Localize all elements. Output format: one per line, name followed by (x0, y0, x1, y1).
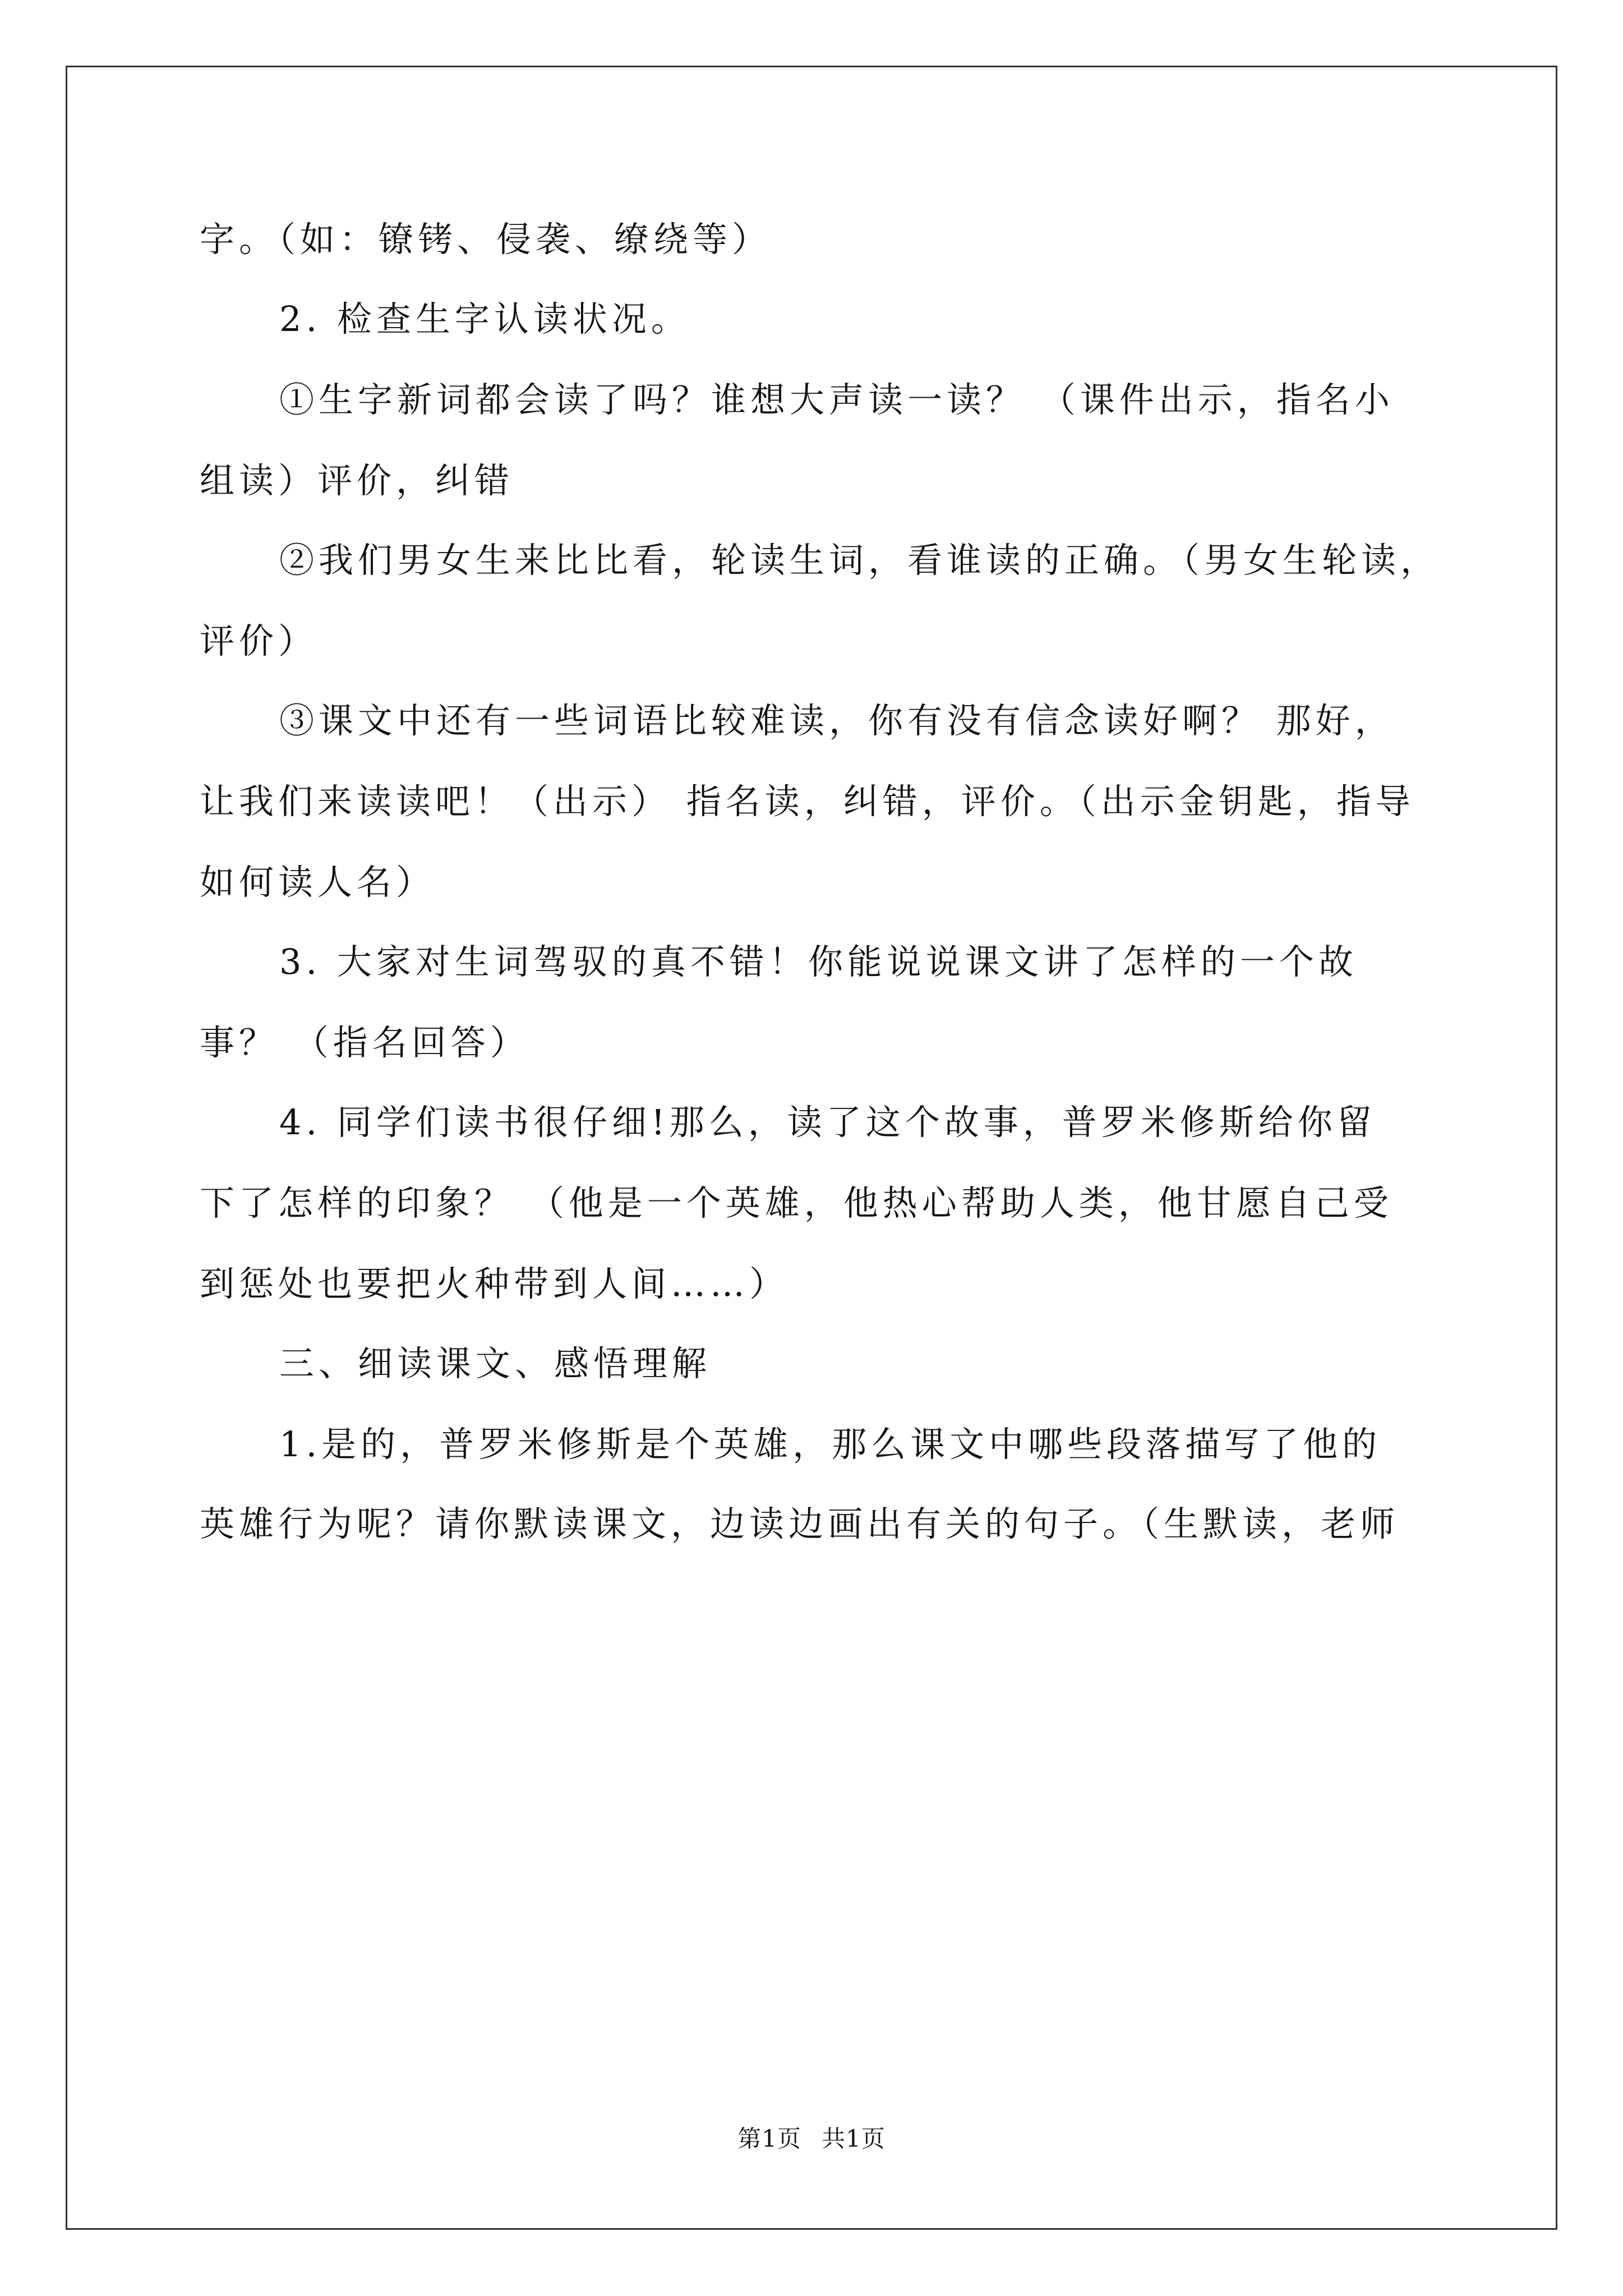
text-line: 到惩处也要把火种带到人间……） (200, 1263, 789, 1304)
text-line: 如何读人名） (200, 862, 436, 903)
page-number: 第1页 (737, 2125, 801, 2152)
text-line: 评价） (200, 620, 318, 661)
text-line: 3. 大家对生词驾驭的真不错！你能说说课文讲了怎样的一个故 (279, 941, 1358, 982)
text-line: 事？ （指名回答） (200, 1022, 529, 1063)
text-line: 下了怎样的印象？ （他是一个英雄，他热心帮助人类，他甘愿自己受 (200, 1182, 1393, 1223)
text-line: 组读）评价，纠错 (200, 460, 514, 501)
text-line: 字。（如：镣铐、侵袭、缭绕等） (200, 219, 772, 260)
text-line: ①生字新词都会读了吗？谁想大声读一读？ （课件出示，指名小 (279, 379, 1394, 420)
text-line: 英雄行为呢？请你默读课文，边读边画出有关的句子。（生默读，老师 (200, 1503, 1400, 1544)
text-line: ③课文中还有一些词语比较难读，你有没有信念读好啊？ 那好， (279, 700, 1394, 741)
text-line: 1.是的，普罗米修斯是个英雄，那么课文中哪些段落描写了他的 (279, 1424, 1382, 1465)
text-line: 4. 同学们读书很仔细!那么，读了这个故事，普罗米修斯给你留 (279, 1102, 1376, 1143)
text-line: 三、细读课文、感悟理解 (279, 1343, 712, 1384)
page-footer (0, 2127, 1623, 2151)
text-line: 让我们来读读吧！（出示） 指名读，纠错，评价。（出示金钥匙，指导 (200, 781, 1415, 822)
text-line: ②我们男女生来比比看，轮读生词，看谁读的正确。（男女生轮读， (279, 540, 1440, 581)
page-total: 共1页 (822, 2125, 886, 2152)
text-line: 2. 检查生字认读状况。 (279, 298, 690, 339)
